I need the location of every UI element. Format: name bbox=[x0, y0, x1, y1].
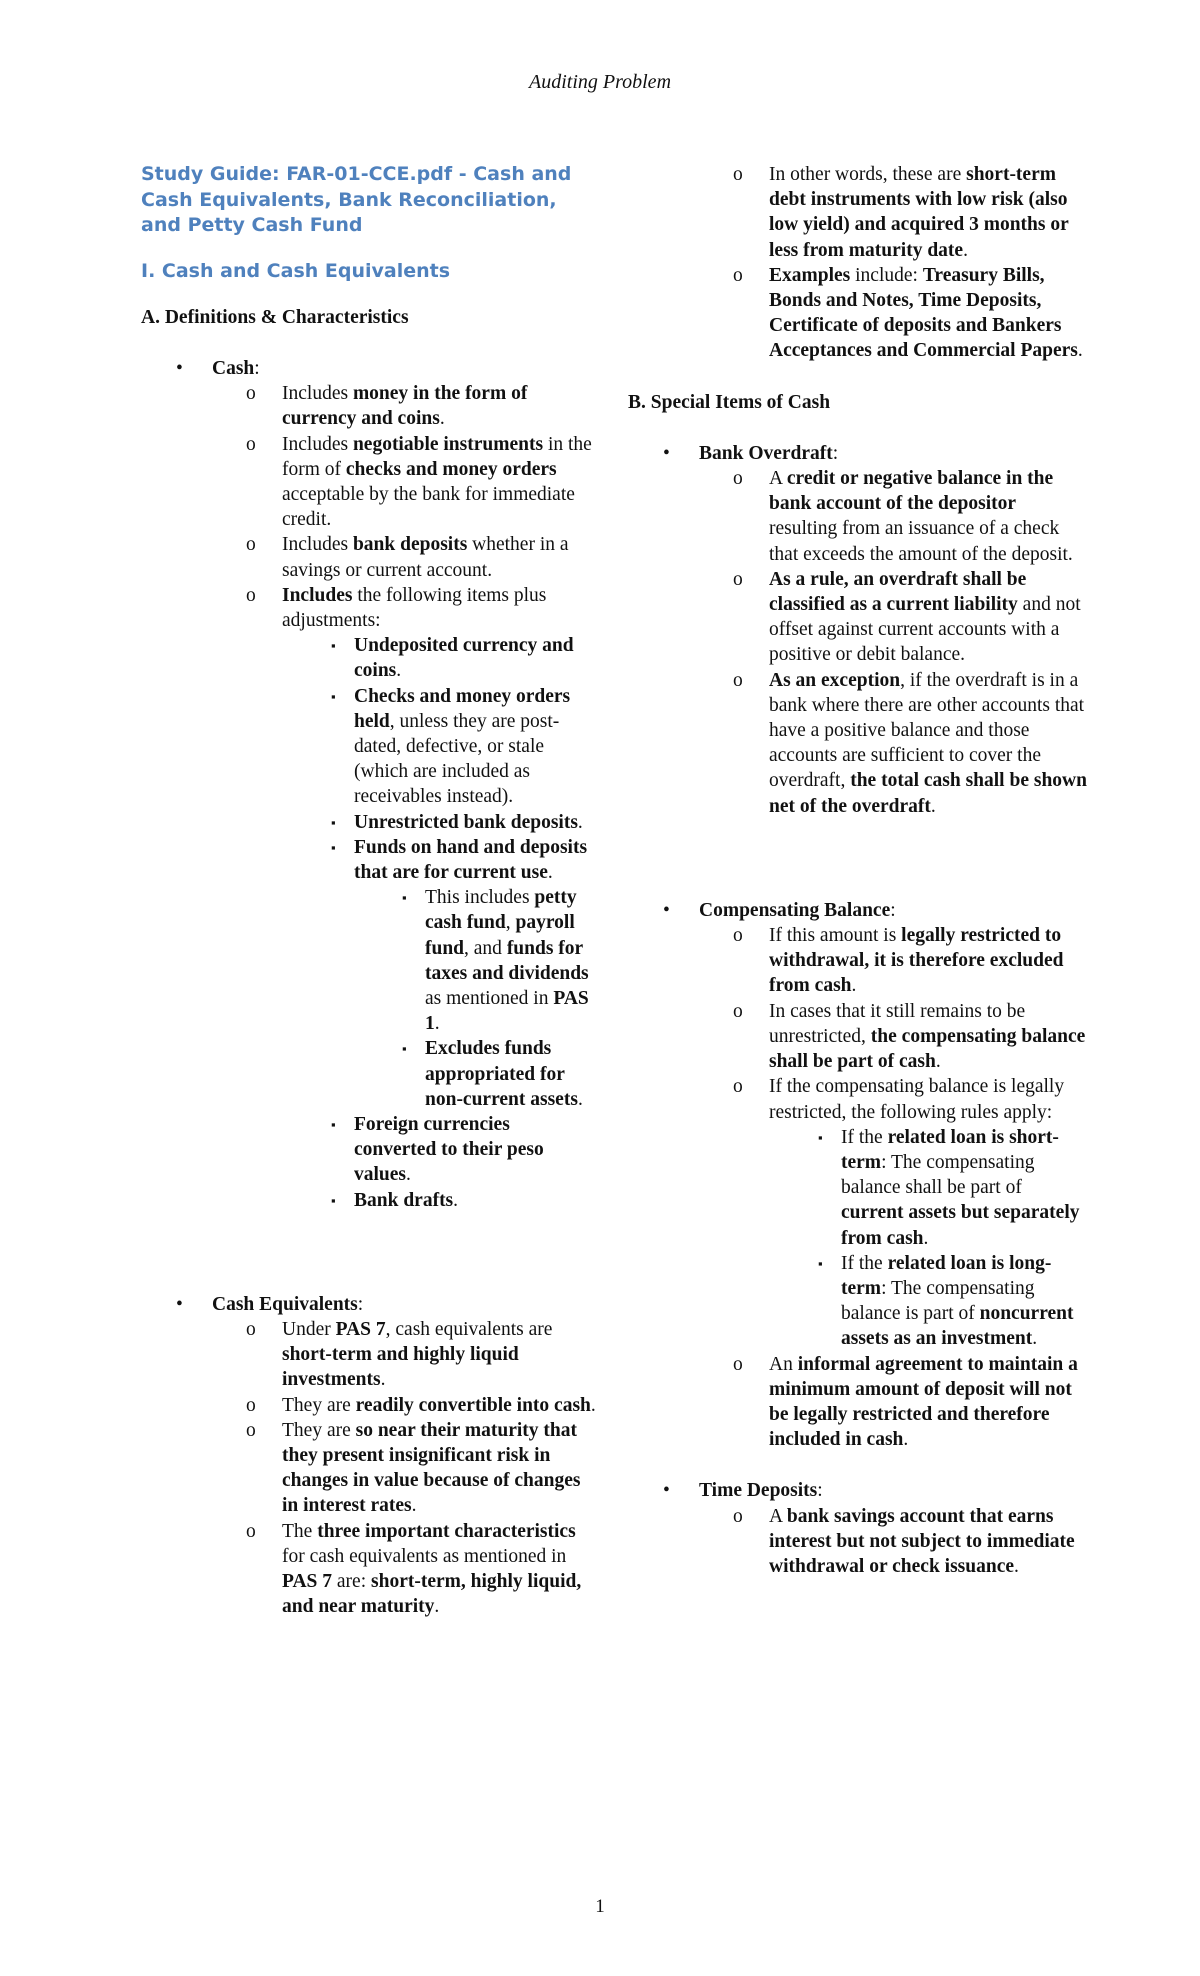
square-bullet-icon: ▪ bbox=[331, 638, 336, 654]
list-item: ▪ Bank drafts. bbox=[141, 1188, 596, 1213]
list-item: o They are readily convertible into cash. bbox=[141, 1393, 596, 1418]
circle-bullet-icon: o bbox=[246, 1394, 256, 1416]
section-heading-cash-equivalents: I. Cash and Cash Equivalents bbox=[141, 259, 451, 282]
cash-bullet: • Cash: bbox=[141, 356, 596, 381]
list-item: o Examples include: Treasury Bills, Bonds and Notes, Time Deposits, Certificate of deposits and Bankers Acceptances and Commercial Papers. bbox=[733, 264, 1083, 362]
circle-bullet-icon: o bbox=[246, 584, 256, 606]
circle-bullet-icon: o bbox=[733, 1076, 743, 1098]
cash-list bbox=[141, 356, 596, 1213]
subsection-heading-definitions: A. Definitions & Characteristics bbox=[141, 306, 409, 328]
time-deposits-bullet: • Time Deposits: bbox=[628, 1478, 1088, 1503]
cash-equivalents-list bbox=[141, 1292, 596, 1620]
list-item: o In cases that it still remains to be unrestricted, the compensating balance shall be part of cash. bbox=[733, 1000, 1086, 1073]
bullet-icon: • bbox=[176, 357, 183, 379]
list-item: ▪ Unrestricted bank deposits. bbox=[141, 810, 596, 835]
list-item: ▪ Checks and money orders held, unless they are post-dated, defective, or stale (which are included as receivables instead). bbox=[331, 685, 571, 808]
right-column bbox=[628, 162, 1088, 1579]
list-item: ▪ Undeposited currency and coins. bbox=[331, 635, 574, 682]
cash-equivalents-bullet: • Cash Equivalents: bbox=[141, 1292, 596, 1317]
circle-bullet-icon: o bbox=[246, 383, 256, 405]
list-item: o The three important characteristics for cash equivalents as mentioned in PAS 7 are: short-term, highly liquid, and near maturity. bbox=[246, 1520, 582, 1618]
square-bullet-icon: ▪ bbox=[402, 1041, 407, 1057]
list-item: o Includes negotiable instruments in the form of checks and money orders acceptable by the bank for immediate credit. bbox=[246, 433, 592, 531]
time-deposits-label: Time Deposits bbox=[699, 1480, 818, 1502]
square-bullet-icon: ▪ bbox=[402, 890, 407, 906]
list-item: o Includes bank deposits whether in a savings or current account. bbox=[246, 534, 569, 581]
circle-bullet-icon: o bbox=[733, 925, 743, 947]
square-bullet-icon: ▪ bbox=[331, 1117, 336, 1132]
cash-equivalents-label: Cash Equivalents bbox=[212, 1293, 358, 1315]
subsection-heading-special-items: B. Special Items of Cash bbox=[628, 391, 831, 413]
bank-overdraft-bullet: • Bank Overdraft: bbox=[628, 441, 1088, 466]
list-item: o As an exception, if the overdraft is in a bank where there are other accounts that have a positive balance and those accounts are sufficient to cover the overdraft, the total cash shall be shown net of the overdraft. bbox=[733, 669, 1087, 817]
bullet-icon: • bbox=[176, 1293, 183, 1315]
square-bullet-icon: ▪ bbox=[818, 1255, 823, 1271]
list-item: ▪ This includes petty cash fund, payroll fund, and funds for taxes and dividends as mentioned in PAS 1. bbox=[402, 887, 589, 1035]
list-item: o A bank savings account that earns interest but not subject to immediate withdrawal or check issuance. bbox=[733, 1505, 1075, 1577]
list-item: o Includes the following items plus adjustments: bbox=[246, 584, 547, 631]
square-bullet-icon: ▪ bbox=[331, 688, 336, 704]
list-item: ▪ If the related loan is long-term: The compensating balance is part of noncurrent assets as an investment. bbox=[818, 1252, 1074, 1350]
list-item: o Under PAS 7, cash equivalents are short-term and highly liquid investments. bbox=[246, 1319, 553, 1391]
bullet-icon: • bbox=[663, 899, 670, 921]
circle-bullet-icon: o bbox=[246, 1419, 256, 1441]
circle-bullet-icon: o bbox=[733, 1505, 743, 1527]
time-deposits-list bbox=[628, 1478, 1088, 1579]
list-item: o In other words, these are short-term debt instruments with low risk (also low yield) and acquired 3 months or less from maturity date. bbox=[733, 164, 1069, 261]
square-bullet-icon: ▪ bbox=[331, 814, 336, 830]
square-bullet-icon: ▪ bbox=[818, 1129, 823, 1145]
bullet-icon: • bbox=[663, 1480, 670, 1502]
circle-bullet-icon: o bbox=[246, 534, 256, 556]
circle-bullet-icon: o bbox=[733, 568, 743, 590]
circle-bullet-icon: o bbox=[246, 1319, 256, 1341]
circle-bullet-icon: o bbox=[733, 264, 743, 286]
list-item: o As a rule, an overdraft shall be classified as a current liability and not offset against current accounts with a positive or debit balance. bbox=[733, 568, 1081, 666]
cash-equivalents-continued-list bbox=[628, 162, 1088, 364]
list-item: o They are so near their maturity that they present insignificant risk in changes in value because of changes in interest rates. bbox=[246, 1419, 581, 1517]
list-item: o An informal agreement to maintain a minimum amount of deposit will not be legally restricted and therefore included in cash. bbox=[733, 1353, 1078, 1451]
document-title: Study Guide: FAR-01-CCE.pdf - Cash and Cash Equivalents, Bank Reconciliation, and Petty Cash Fund bbox=[141, 163, 572, 236]
list-item: ▪ If the related loan is short-term: The compensating balance shall be part of current assets but separately from cash. bbox=[818, 1126, 1080, 1249]
list-item: o Includes money in the form of currency and coins. bbox=[246, 383, 528, 430]
circle-bullet-icon: o bbox=[733, 1353, 743, 1375]
page-number: 1 bbox=[595, 1896, 605, 1917]
square-bullet-icon: ▪ bbox=[331, 1192, 336, 1208]
list-item: o If this amount is legally restricted to withdrawal, it is therefore excluded from cash. bbox=[733, 925, 1064, 997]
cash-label: Cash bbox=[212, 357, 255, 379]
compensating-balance-bullet: • Compensating Balance: bbox=[628, 898, 1088, 923]
list-item: ▪ Foreign currencies converted to their peso values. bbox=[331, 1114, 544, 1186]
square-bullet-icon: ▪ bbox=[331, 839, 336, 855]
circle-bullet-icon: o bbox=[733, 468, 743, 490]
bank-overdraft-label: Bank Overdraft bbox=[699, 442, 833, 464]
list-item: o If the compensating balance is legally restricted, the following rules apply: bbox=[733, 1076, 1065, 1123]
circle-bullet-icon: o bbox=[246, 433, 256, 455]
circle-bullet-icon: o bbox=[733, 1000, 743, 1022]
circle-bullet-icon: o bbox=[246, 1520, 256, 1542]
bank-overdraft-list bbox=[628, 441, 1088, 819]
bullet-icon: • bbox=[663, 442, 670, 464]
left-column bbox=[141, 162, 596, 1619]
compensating-balance-list bbox=[628, 898, 1088, 1452]
circle-bullet-icon: o bbox=[733, 164, 743, 185]
page-header: Auditing Problem bbox=[528, 71, 672, 93]
circle-bullet-icon: o bbox=[733, 669, 743, 691]
list-item: ▪ Excludes funds appropriated for non-current assets. bbox=[402, 1038, 583, 1110]
list-item: ▪ Funds on hand and deposits that are for current use. bbox=[331, 836, 588, 883]
compensating-balance-label: Compensating Balance bbox=[699, 899, 891, 921]
list-item: o A credit or negative balance in the bank account of the depositor resulting from an issuance of a check that exceeds the amount of the deposit. bbox=[733, 468, 1073, 565]
